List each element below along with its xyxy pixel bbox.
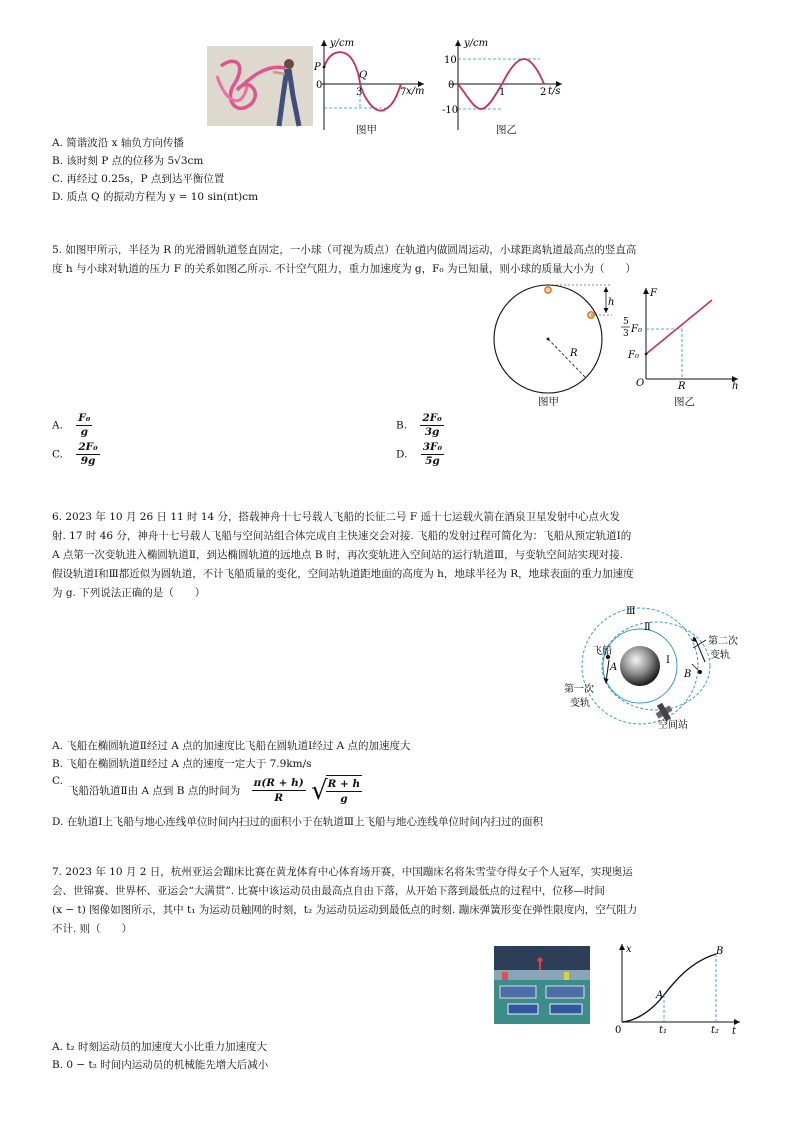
q6-option-b: B. 飞船在椭圆轨道Ⅱ经过 A 点的速度一定大于 7.9km/s bbox=[52, 758, 312, 770]
q6-fig-ship: 飞船 bbox=[592, 646, 612, 657]
q6-fig-first-2: 变轨 bbox=[570, 698, 590, 709]
q6-fig-orbit-3: Ⅲ bbox=[626, 606, 636, 617]
q5-fig-yi-f0-lower: F₀ bbox=[628, 350, 639, 361]
q4-option-a: A. 简谐波沿 x 轴负方向传播 bbox=[52, 137, 184, 149]
q7-stem-line-4: 不计. 则（ ） bbox=[52, 923, 133, 935]
q6-c-num: π(R + h) bbox=[253, 777, 304, 789]
figure-yi-vibration bbox=[444, 34, 569, 134]
q6-fig-orbit-1: Ⅰ bbox=[666, 655, 670, 666]
fig-jia-p: P bbox=[314, 62, 321, 73]
q5-fig-yi-origin: O bbox=[636, 378, 645, 389]
q5-fig-yi-caption: 图乙 bbox=[674, 396, 695, 408]
q6-stem-line-4: 假设轨道Ⅰ和Ⅲ都近似为圆轨道，不计飞船质量的变化，空间站轨道距地面的高度为 h，地球半径为 R，地球表面的重力加速度 bbox=[52, 568, 634, 580]
fig-yi-tick-10: 10 bbox=[444, 55, 457, 66]
q5-fig-jia-h: h bbox=[608, 297, 615, 308]
fig-yi-tick-2: 2 bbox=[540, 87, 547, 98]
fig-jia-ylabel: y/cm bbox=[330, 38, 355, 49]
q7-option-a: A. t₂ 时刻运动员的加速度大小比重力加速度大 bbox=[52, 1041, 268, 1053]
q6-option-c bbox=[68, 775, 362, 806]
q7-stem-line-1: 7. 2023 年 10 月 2 日，杭州亚运会蹦床比赛在黄龙体育中心体育场开赛，中国蹦床名将朱雪莹夺得女子个人冠军，实现奥运 bbox=[52, 866, 633, 878]
q5-b-den: 3g bbox=[424, 426, 440, 438]
q4-option-d: D. 质点 Q 的振动方程为 y = 10 sin(πt)cm bbox=[52, 191, 259, 203]
q5-figure-yi-graph bbox=[616, 280, 744, 396]
q5-stem-line-2: 度 h 与小球对轨道的压力 F 的关系如图乙所示. 不计空气阻力，重力加速度为 g，F₀ 为已知量，则小球的质量大小为（ ） bbox=[52, 263, 636, 275]
fig-jia-tick-7: 7 bbox=[400, 87, 407, 98]
q6-fig-point-a: A bbox=[610, 662, 618, 673]
q5-figure-jia-circle bbox=[494, 284, 624, 396]
q5-a-den: g bbox=[80, 426, 88, 438]
q6-c-root-den: g bbox=[340, 793, 348, 805]
fig-yi-tick-m10: -10 bbox=[442, 105, 459, 116]
q7-stem-line-2: 会、世锦赛、世界杯、亚运会“大满贯”. 比赛中该运动员由最高点自由下落，从开始下落到最低点的过程中，位移—时间 bbox=[52, 885, 605, 897]
q7-fig-x: x bbox=[626, 944, 632, 955]
q6-c-den: R bbox=[274, 792, 284, 804]
fig-yi-tick-1: 1 bbox=[499, 87, 506, 98]
q5-fig-yi-r: R bbox=[678, 381, 686, 392]
q7-fig-t: t bbox=[732, 1026, 737, 1037]
q6-stem-line-5: 为 g. 下列说法正确的是（ ） bbox=[52, 587, 206, 599]
q5-d-den: 5g bbox=[425, 455, 440, 467]
q5-fig-yi-ratio-den: 3 bbox=[623, 329, 629, 339]
fig-yi-xlabel: t/s bbox=[548, 86, 561, 97]
q5-b-num: 2F₀ bbox=[422, 412, 442, 424]
q5-c-num: 2F₀ bbox=[78, 441, 98, 453]
q6-stem-line-3: A 点第一次变轨进入椭圆轨道Ⅱ，到达椭圆轨道的远地点 B 时，再次变轨进入空间站的运行轨道Ⅲ，与变轨空间站实现对接. bbox=[52, 549, 623, 561]
fig-jia-caption: 图甲 bbox=[356, 124, 377, 136]
q5-fig-yi-f0-upper: F₀ bbox=[631, 324, 642, 335]
q7-fig-origin: 0 bbox=[615, 1025, 622, 1036]
q6-stem-line-1: 6. 2023 年 10 月 26 日 11 时 14 分，搭载神舟十七号载人飞船的长征二号 F 遥十七运载火箭在酒泉卫星发射中心点火发 bbox=[52, 511, 621, 523]
q6-fig-first-1: 第一次 bbox=[564, 684, 594, 695]
trampoline-photo bbox=[494, 946, 590, 1024]
q5-fig-jia-r: R bbox=[570, 348, 578, 359]
q5-stem-line-1: 5. 如图甲所示，半径为 R 的光滑圆轨道竖直固定，一小球（可视为质点）在轨道内做圆周运动，小球距离轨道最高点的竖直高 bbox=[52, 244, 637, 256]
q7-xt-graph bbox=[612, 940, 744, 1037]
q5-option-c: C. $\frac{\text{2F₀}}{9g}$ bbox=[52, 441, 98, 467]
fig-yi-tick-0: 0 bbox=[448, 80, 455, 91]
q6-fig-point-b: B bbox=[684, 669, 692, 680]
q6-orbit-figure bbox=[560, 600, 750, 735]
q5-fig-yi-f: F bbox=[650, 288, 657, 299]
q6-c-root-num: R + h bbox=[327, 778, 361, 790]
figure-jia-wave bbox=[314, 34, 432, 134]
q6-fig-second-1: 第二次 bbox=[708, 636, 738, 647]
sqrt-icon: √ bbox=[311, 775, 328, 806]
q5-option-d: D. $\frac{\text{3F₀}}{5g}$ bbox=[396, 441, 443, 467]
q7-fig-b: B bbox=[716, 946, 724, 957]
fig-yi-ylabel: y/cm bbox=[464, 38, 489, 49]
q7-fig-a: A bbox=[656, 990, 664, 1001]
q5-c-den: 9g bbox=[80, 455, 96, 467]
q7-fig-t1: t₁ bbox=[659, 1025, 668, 1036]
gymnast-photo bbox=[207, 46, 313, 126]
q5-fig-jia-caption: 图甲 bbox=[538, 396, 559, 408]
q5-fig-yi-h: h bbox=[732, 381, 739, 392]
fig-yi-caption: 图乙 bbox=[496, 124, 517, 136]
fig-jia-xlabel: x/m bbox=[406, 86, 425, 97]
q5-d-num: 3F₀ bbox=[422, 441, 443, 453]
q6-option-d: D. 在轨道Ⅰ上飞船与地心连线单位时间内扫过的面积小于在轨道Ⅲ上飞船与地心连线单位时间内扫过的面积 bbox=[52, 816, 543, 828]
q6-option-a: A. 飞船在椭圆轨道Ⅱ经过 A 点的加速度比飞船在圆轨道Ⅰ经过 A 点的加速度大 bbox=[52, 740, 411, 752]
q5-option-a: A. $\frac{\text{F₀}}{g}$ bbox=[52, 412, 91, 438]
q4-option-c: C. 再经过 0.25s，P 点到达平衡位置 bbox=[52, 173, 225, 185]
q7-option-b: B. 0 − t₂ 时间内运动员的机械能先增大后减小 bbox=[52, 1059, 269, 1071]
q7-fig-t2: t₂ bbox=[711, 1025, 720, 1036]
fig-jia-tick-3: 3 bbox=[356, 87, 363, 98]
q6-fig-orbit-2: Ⅱ bbox=[644, 622, 651, 633]
q5-a-num: F₀ bbox=[78, 412, 91, 424]
q6-stem-line-2: 射. 17 时 46 分，神舟十七号载人飞船与空间站组合体完成自主快速交会对接. 飞船的发射过程可简化为：飞船从预定轨道Ⅰ的 bbox=[52, 530, 632, 542]
fig-jia-q: Q bbox=[359, 70, 368, 81]
q7-stem-line-3: (x − t) 图像如图所示，其中 t₁ 为运动员触网的时刻，t₂ 为运动员运动到最低点的时刻. 蹦床弹簧形变在弹性限度内，空气阻力 bbox=[52, 904, 638, 916]
q6-option-c-label: C. bbox=[52, 775, 63, 787]
q6-c-text: 飞船沿轨道Ⅱ由 A 点到 B 点的时间为 bbox=[68, 785, 241, 797]
fig-jia-origin: 0 bbox=[316, 80, 323, 91]
q6-fig-station: 空间站 bbox=[658, 720, 688, 731]
q6-fig-second-2: 变轨 bbox=[710, 650, 730, 661]
q4-option-b: B. 该时刻 P 点的位移为 5√3cm bbox=[52, 155, 204, 167]
q5-option-b: B. $\frac{\text{2F₀}}{3g}$ bbox=[396, 412, 442, 438]
q5-fig-yi-ratio-num: 5 bbox=[623, 317, 629, 327]
